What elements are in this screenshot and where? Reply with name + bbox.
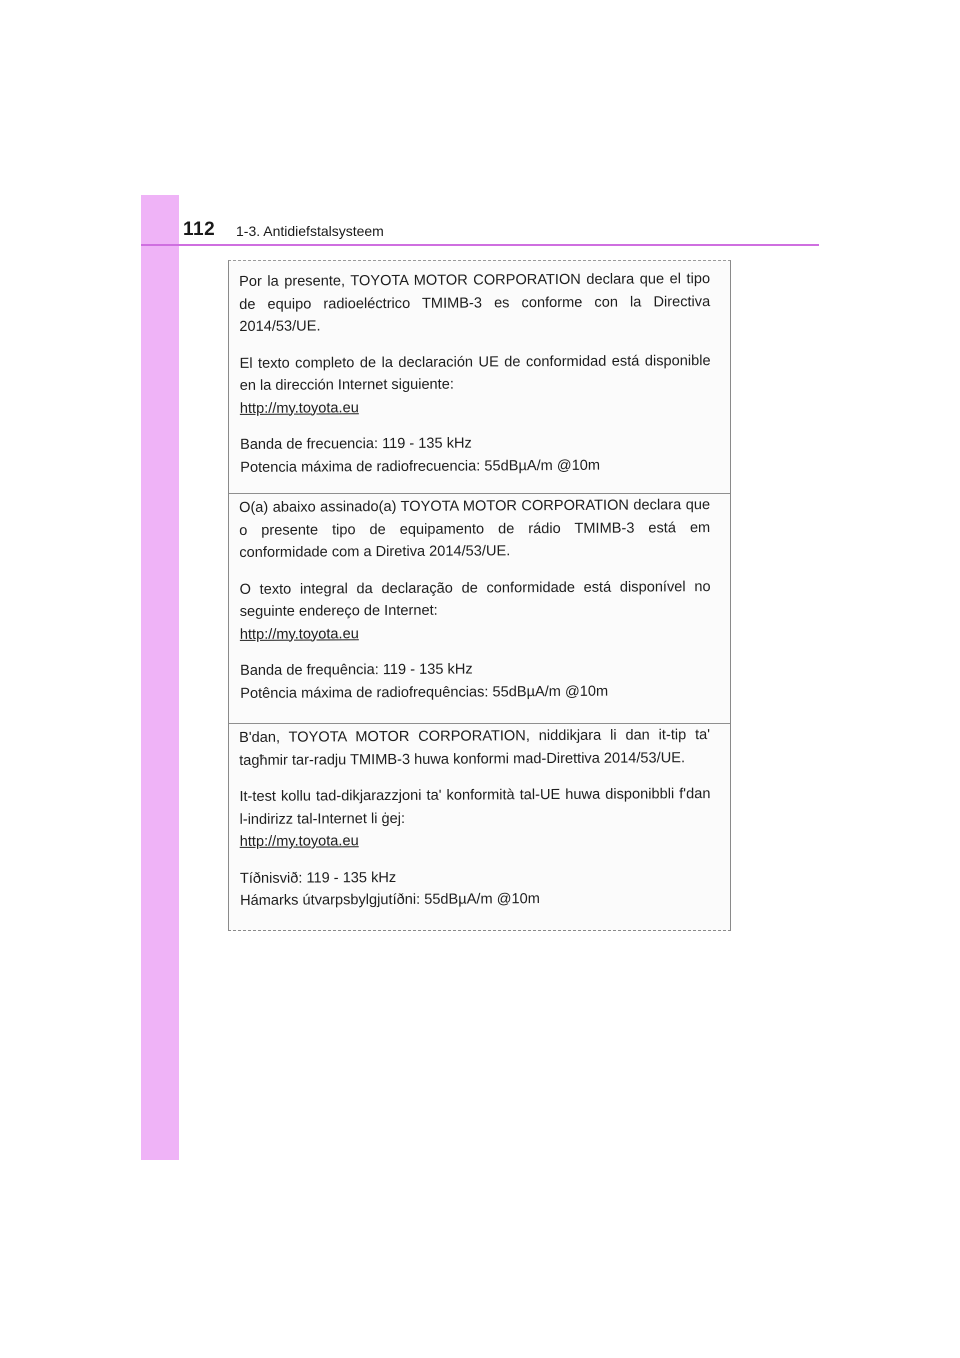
max-power: Potencia máxima de radiofrecuencia: 55dBµA/m @10m [240,457,601,476]
declaration-intro: Por la presente, TOYOTA MOTOR CORPORATION declara que el tipo de equipo radioeléctrico TMIMB-3 es conforme con la Directiva 2014/53/UE. [239,271,711,335]
frequency-band: Banda de frequência: 119 - 135 kHz [240,661,473,679]
declaration-specs [240,431,711,479]
section-title: 1-3. Antidiefstalsysteem [236,223,384,239]
declaration-scan [228,260,731,931]
declaration-intro: B'dan, TOYOTA MOTOR CORPORATION, niddikjara li dan it-tip ta' tagħmir tar-radju TMIMB-3 huwa konformi mad-Direttiva 2014/53/UE. [239,727,711,769]
max-power: Potência máxima de radiofrequências: 55dBµA/m @10m [240,683,609,702]
declaration-text-info [239,576,710,646]
declaration-text-info-body: O texto integral da declaração de conformidade está disponível no seguinte endereço de Internet: [239,578,711,620]
declaration-text-info-body: It-test kollu tad-dikjarazzjoni ta' konformità tal-UE huwa disponibbli f'dan l-indirizz tal-Internet li ġej: [239,786,711,828]
declaration-specs [240,657,711,705]
declaration-spanish [229,268,731,479]
declaration-text-info [239,350,710,420]
frequency-band: Banda de frecuencia: 119 - 135 kHz [240,435,472,453]
declaration-link[interactable]: http://my.toyota.eu [239,833,359,850]
frequency-band: Tíðnisvið: 119 - 135 kHz [239,869,397,887]
declaration-text-info-body: El texto completo de la declaración UE de conformidad está disponible en la dirección Internet siguiente: [239,352,711,394]
max-power: Hámarks útvarpsbylgjutíðni: 55dBµA/m @10m [240,891,540,909]
declaration-maltese-icelandic [229,724,731,913]
declaration-portuguese [229,494,731,705]
page-number: 112 [183,219,216,240]
declaration-text-info [239,783,710,853]
header-rule [141,244,819,246]
side-color-strip [141,195,179,1160]
declaration-link[interactable]: http://my.toyota.eu [239,625,359,643]
declaration-intro: O(a) abaixo assinado(a) TOYOTA MOTOR CORPORATION declara que o presente tipo de equipamento de rádio TMIMB-3 está em conformidade com a Diretiva 2014/53/UE. [239,497,711,561]
declaration-link[interactable]: http://my.toyota.eu [239,399,359,417]
declaration-specs [240,865,711,913]
